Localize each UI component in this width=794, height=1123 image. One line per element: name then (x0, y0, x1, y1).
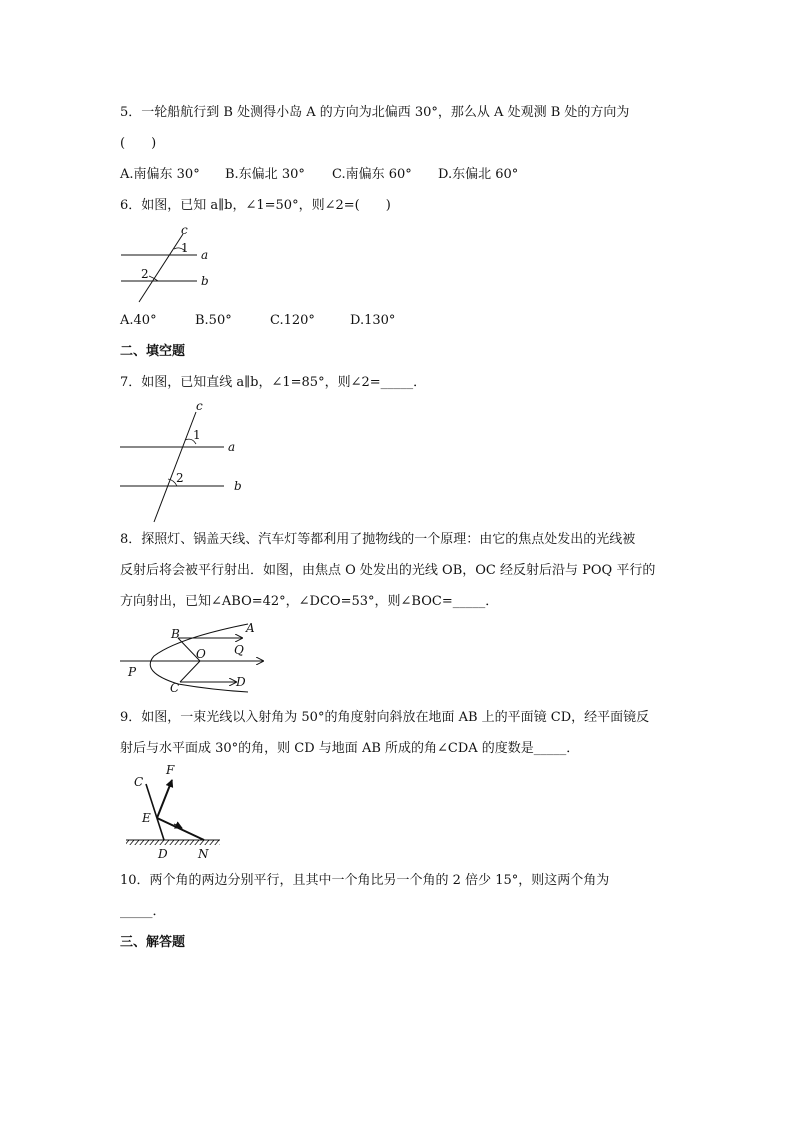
q5-stem-line1: 5．一轮船航行到 B 处测得小岛 A 的方向为北偏西 30°，那么从 A 处观测 B 处的方向为 (120, 105, 630, 120)
q9-incident-ray (157, 818, 204, 840)
q7-stem: 7．如图，已知直线 a∥b，∠1=85°，则∠2=_____． (120, 375, 427, 390)
q8-ray-oc (180, 661, 200, 682)
q8-label-o: O (196, 647, 206, 661)
q8-stem-line2: 反射后将会被平行射出．如图，由焦点 O 处发出的光线 OB，OC 经反射后沿与 POQ 平行的 (120, 563, 656, 578)
q5-option-c: C.南偏东 60° (332, 167, 412, 182)
q7-label-b: b (234, 479, 242, 493)
q9-figure (124, 762, 224, 862)
q9-ground-hatch (126, 840, 220, 845)
q7-label-c: c (196, 399, 203, 413)
q8-label-p: P (128, 665, 137, 679)
q9-label-d: D (158, 847, 168, 861)
q5-option-b: B.东偏北 30° (225, 167, 305, 182)
section-heading-solutions: 三、解答题 (120, 935, 186, 950)
q6-label-2: 2 (141, 267, 149, 281)
q8-label-c: C (170, 681, 180, 695)
q9-label-n: N (198, 847, 209, 861)
q10-stem-line2: _____． (120, 904, 166, 919)
q8-label-q: Q (234, 643, 244, 657)
q8-figure (118, 620, 268, 698)
q6-label-c: c (181, 223, 188, 237)
q8-stem-line1: 8．探照灯、锅盖天线、汽车灯等都利用了抛物线的一个原理：由它的焦点处发出的光线被 (120, 532, 636, 547)
q9-stem-line2: 射后与水平面成 30°的角，则 CD 与地面 AB 所成的角∠CDA 的度数是_____． (120, 741, 580, 756)
q6-label-1: 1 (181, 241, 189, 255)
q6-stem: 6．如图，已知 a∥b，∠1=50°，则∠2=( ) (120, 198, 391, 213)
q6-option-b: B.50° (195, 313, 232, 328)
q7-figure (118, 398, 248, 526)
q6-label-b: b (201, 274, 209, 288)
q7-label-1: 1 (193, 428, 201, 442)
q7-label-2: 2 (176, 471, 184, 485)
q6-label-a: a (201, 248, 209, 262)
q9-label-f: F (166, 763, 175, 777)
q7-label-a: a (228, 440, 236, 454)
q6-figure (115, 222, 225, 304)
q6-option-d: D.130° (350, 313, 396, 328)
section-heading-fill-in: 二、填空题 (120, 344, 186, 359)
q7-transversal-c (154, 412, 196, 522)
q8-stem-line3: 方向射出，已知∠ABO=42°，∠DCO=53°，则∠BOC=_____． (120, 594, 499, 609)
q9-label-e: E (142, 811, 151, 825)
q9-reflected-ray-ef (157, 780, 172, 818)
q5-answer-paren: ( ) (120, 136, 157, 151)
q6-option-c: C.120° (270, 313, 315, 328)
q5-option-a: A.南偏东 30° (120, 167, 200, 182)
q8-label-d: D (236, 675, 246, 689)
q9-stem-line1: 9．如图，一束光线以入射角为 50°的角度射向斜放在地面 AB 上的平面镜 CD，经平面镜反 (120, 710, 650, 725)
q8-label-b: B (171, 627, 180, 641)
q5-option-d: D.东偏北 60° (438, 167, 519, 182)
q10-stem-line1: 10．两个角的两边分别平行，且其中一个角比另一个角的 2 倍少 15°，则这两个角为 (120, 873, 610, 888)
q6-option-a: A.40° (120, 313, 157, 328)
q9-label-c: C (134, 775, 144, 789)
q8-label-a: A (246, 621, 255, 635)
